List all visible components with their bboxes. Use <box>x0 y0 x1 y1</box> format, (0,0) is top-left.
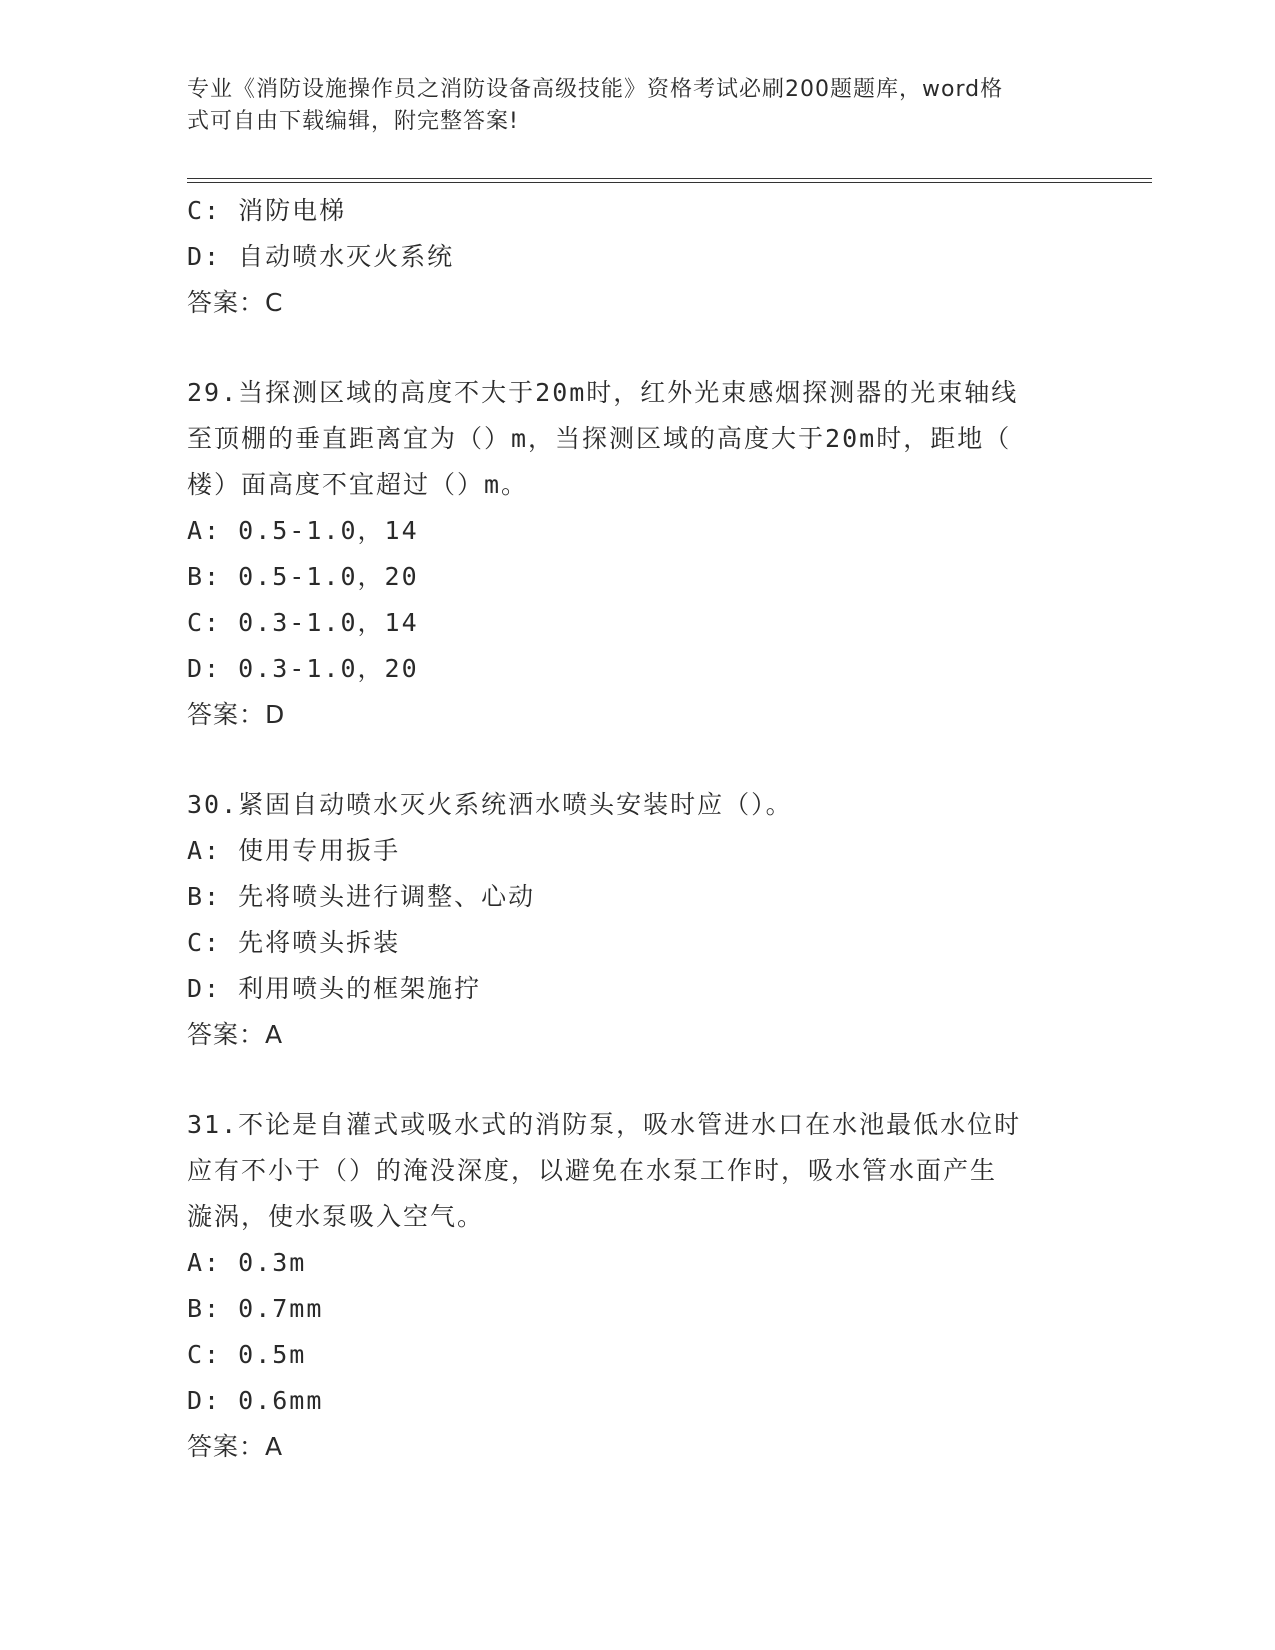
spacer <box>187 738 1087 782</box>
question-text-line: 楼）面高度不宜超过（）m。 <box>187 470 529 499</box>
option-a: A: 0.3m <box>187 1248 307 1277</box>
question-text-line: 31.不论是自灌式或吸水式的消防泵，吸水管进水口在水池最低水位时 <box>187 1110 1022 1139</box>
option-d: D: 利用喷头的框架施拧 <box>187 974 482 1003</box>
option-a: A: 0.5-1.0，14 <box>187 516 419 545</box>
option-c: C: 0.5m <box>187 1340 307 1369</box>
option-c: C: 消防电梯 <box>187 196 347 225</box>
header-line-2: 式可自由下载编辑，附完整答案! <box>187 109 519 134</box>
question-text-line: 应有不小于（）的淹没深度，以避免在水泵工作时，吸水管水面产生 <box>187 1156 998 1185</box>
page-header <box>187 74 1087 138</box>
option-d: D: 0.3-1.0，20 <box>187 654 419 683</box>
option-b: B: 0.5-1.0，20 <box>187 562 419 591</box>
option-d: D: 自动喷水灭火系统 <box>187 242 455 271</box>
header-line-1: 专业《消防设施操作员之消防设备高级技能》资格考试必刷200题题库，word格 <box>187 77 1004 102</box>
option-b: B: 先将喷头进行调整、心动 <box>187 882 536 911</box>
question-30 <box>187 782 1087 1058</box>
option-c: C: 0.3-1.0，14 <box>187 608 419 637</box>
question-content <box>187 188 1087 1470</box>
spacer <box>187 1058 1087 1102</box>
header-divider <box>187 178 1152 183</box>
answer-line: 答案：A <box>187 1432 284 1461</box>
option-d: D: 0.6mm <box>187 1386 324 1415</box>
question-text-line: 30.紧固自动喷水灭火系统洒水喷头安装时应（）。 <box>187 790 793 819</box>
question-text-line: 至顶棚的垂直距离宜为（）m，当探测区域的高度大于20m时，距地（ <box>187 424 1012 453</box>
spacer <box>187 326 1087 370</box>
question-31 <box>187 1102 1087 1470</box>
answer-line: 答案：D <box>187 700 286 729</box>
question-text-line: 29.当探测区域的高度不大于20m时，红外光束感烟探测器的光束轴线 <box>187 378 1019 407</box>
option-b: B: 0.7mm <box>187 1294 324 1323</box>
answer-line: 答案：C <box>187 288 284 317</box>
prev-question-block <box>187 188 1087 326</box>
option-c: C: 先将喷头拆装 <box>187 928 401 957</box>
answer-line: 答案：A <box>187 1020 284 1049</box>
option-a: A: 使用专用扳手 <box>187 836 401 865</box>
question-text-line: 漩涡，使水泵吸入空气。 <box>187 1202 485 1231</box>
question-29 <box>187 370 1087 738</box>
